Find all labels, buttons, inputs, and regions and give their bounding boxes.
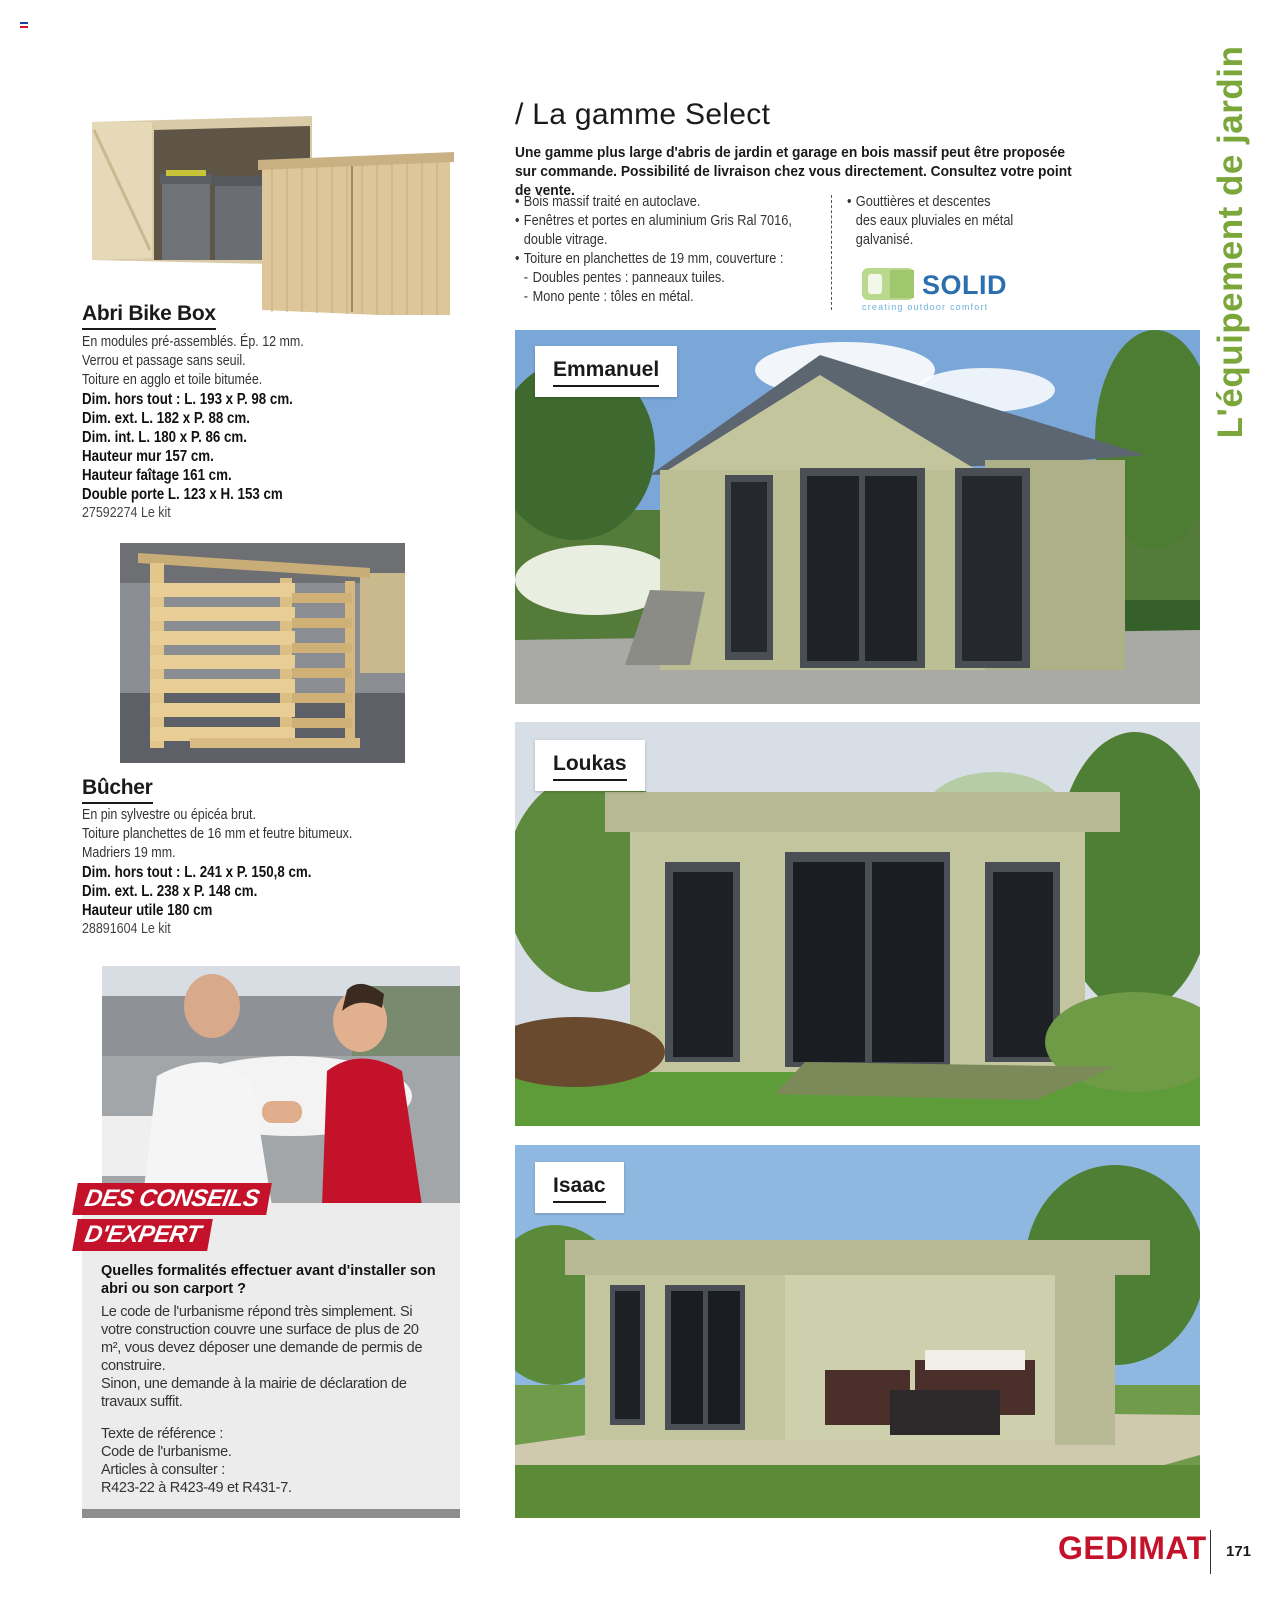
page-heading: / La gamme Select xyxy=(515,98,771,131)
features-list-right xyxy=(847,193,1013,250)
section-side-title xyxy=(1198,42,1264,442)
bucher-specs xyxy=(82,806,443,939)
spec-line: Madriers 19 mm. xyxy=(82,845,176,861)
product-reference: 28891604 Le kit xyxy=(82,921,171,937)
column-divider xyxy=(831,195,832,310)
feature-item: • Toiture en planchettes de 19 mm, couverture : xyxy=(515,250,792,269)
expert-reference xyxy=(101,1425,441,1497)
spec-line: En pin sylvestre ou épicéa brut. xyxy=(82,807,256,823)
footer-divider xyxy=(1210,1530,1211,1574)
model-name: Loukas xyxy=(553,752,627,781)
feature-item: double vitrage. xyxy=(523,232,608,248)
feature-subitem: - Doubles pentes : panneaux tuiles. xyxy=(515,269,792,288)
spec-line: Dim. ext. L. 182 x P. 88 cm. xyxy=(82,410,250,427)
spec-line: Toiture planchettes de 16 mm et feutre bitumeux. xyxy=(82,826,353,842)
feature-item: • Gouttières et descentes xyxy=(847,193,1013,212)
model-name: Emmanuel xyxy=(553,358,659,387)
model-label-emmanuel xyxy=(535,346,677,397)
reference-line: Articles à consulter : xyxy=(101,1462,225,1478)
expert-answer-2: Sinon, une demande à la mairie de déclaration de travaux suffit. xyxy=(101,1376,407,1410)
features-list-left xyxy=(515,193,792,307)
spec-line: Dim. int. L. 180 x P. 86 cm. xyxy=(82,429,247,446)
model-name: Isaac xyxy=(553,1174,606,1203)
spec-line: Double porte L. 123 x H. 153 cm xyxy=(82,486,283,503)
expert-tag-line2: D'EXPERT xyxy=(72,1219,213,1251)
reference-line: Code de l'urbanisme. xyxy=(101,1444,232,1460)
spec-line: Dim. hors tout : L. 241 x P. 150,8 cm. xyxy=(82,864,312,881)
feature-item: des eaux pluviales en métal xyxy=(855,213,1014,229)
solid-logo-tagline: creating outdoor comfort xyxy=(862,302,989,312)
feature-item: • Fenêtres et portes en aluminium Gris Ral 7016, xyxy=(515,212,792,231)
spec-line: Hauteur mur 157 cm. xyxy=(82,448,214,465)
spec-line: Hauteur utile 180 cm xyxy=(82,902,213,919)
bike-box-title: Abri Bike Box xyxy=(82,302,216,330)
spec-line: Dim. hors tout : L. 193 x P. 98 cm. xyxy=(82,391,293,408)
feature-item: galvanisé. xyxy=(855,232,914,248)
model-label-isaac xyxy=(535,1162,624,1213)
bike-box-image xyxy=(82,100,462,315)
reference-line: Texte de référence : xyxy=(101,1426,224,1442)
intro-text: Une gamme plus large d'abris de jardin et garage en bois massif peut être proposée sur commande. Possibilité de livraison chez vous directement. Consultez votre point de vente. xyxy=(515,144,1072,199)
reference-line: R423-22 à R423-49 et R431-7. xyxy=(101,1480,292,1496)
product-reference: 27592274 Le kit xyxy=(82,505,171,521)
gedimat-logo: GEDIMAT xyxy=(1058,1530,1207,1566)
spec-line: Toiture en agglo et toile bitumée. xyxy=(82,372,263,388)
spec-line: Dim. ext. L. 238 x P. 148 cm. xyxy=(82,883,258,900)
model-label-loukas xyxy=(535,740,645,791)
page-number: 171 xyxy=(1226,1543,1252,1560)
french-flag-icon xyxy=(20,22,28,28)
spec-line: Verrou et passage sans seuil. xyxy=(82,353,246,369)
spec-line: Hauteur faîtage 161 cm. xyxy=(82,467,232,484)
expert-tag-line1: DES CONSEILS xyxy=(72,1183,272,1215)
feature-item: • Bois massif traité en autoclave. xyxy=(515,193,792,212)
bucher-title: Bûcher xyxy=(82,776,153,804)
feature-subitem: - Mono pente : tôles en métal. xyxy=(515,288,792,307)
bike-box-specs xyxy=(82,333,409,523)
section-side-title-text: L'équipement de jardin xyxy=(1211,45,1250,439)
expert-photo xyxy=(102,966,460,1206)
expert-question: Quelles formalités effectuer avant d'installer son abri ou son carport ? xyxy=(101,1263,436,1297)
expert-answer-1: Le code de l'urbanisme répond très simplement. Si votre construction couvre une surface de plus de 20 m², vous devez déposer une demande de permis de construire. xyxy=(101,1304,423,1374)
spec-line: En modules pré-assemblés. Ép. 12 mm. xyxy=(82,334,304,350)
bucher-image xyxy=(120,543,405,763)
solid-logo-word: SOLID xyxy=(922,270,1008,300)
